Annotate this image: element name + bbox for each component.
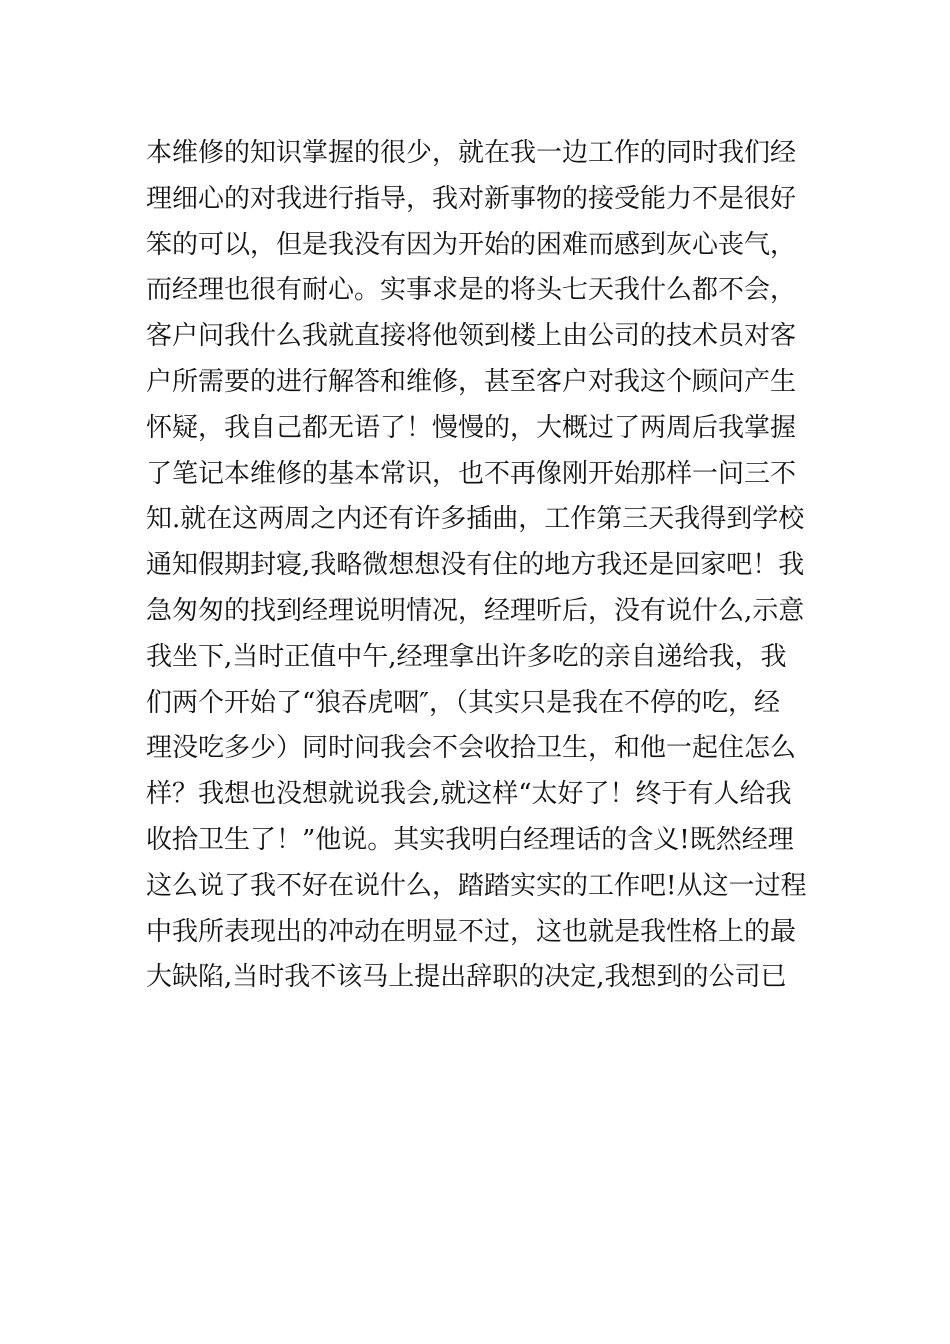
text-line: 理没吃多少）同时问我会不会收拾卫生，和他一起住怎么	[146, 733, 797, 764]
text-line: 收拾卫生了！”他说。其实我明白经理话的含义!既然经理	[146, 824, 794, 855]
text-line: 大缺陷,当时我不该马上提出辞职的决定,我想到的公司已	[146, 962, 787, 993]
text-line: 们两个开始了“狼吞虎咽″，（其实只是我在不停的吃，经	[146, 687, 781, 718]
text-line: 知.就在这两周之内还有许多插曲，工作第三天我得到学校	[146, 504, 805, 535]
text-line: 样？我想也没想就说我会,就这样“太好了！终于有人给我	[146, 779, 792, 810]
text-line: 急匆匆的找到经理说明情况，经理听后，没有说什么,示意	[146, 595, 805, 626]
text-line: 本维修的知识掌握的很少，就在我一边工作的同时我们经	[146, 138, 797, 168]
text-line: 了笔记本维修的基本常识，也不再像刚开始那样一问三不	[146, 458, 797, 489]
text-line: 笨的可以，但是我没有因为开始的困难而感到灰心丧气，	[146, 229, 797, 260]
text-line: 客户问我什么我就直接将他领到楼上由公司的技术员对客	[146, 321, 797, 352]
text-line: 怀疑，我自己都无语了！慢慢的，大概过了两周后我掌握	[146, 412, 797, 443]
text-line: 而经理也很有耐心。实事求是的将头七天我什么都不会，	[146, 275, 797, 306]
text-line: 通知假期封寝,我略微想想没有住的地方我还是回家吧！我	[146, 550, 805, 581]
text-line: 这么说了我不好在说什么，踏踏实实的工作吧!从这一过程	[146, 870, 807, 901]
body-text	[146, 131, 816, 1001]
text-line: 中我所表现出的冲动在明显不过，这也就是我性格上的最	[146, 916, 797, 947]
text-line: 我坐下,当时正值中午,经理拿出许多吃的亲自递给我，我	[146, 641, 787, 672]
text-line: 户所需要的进行解答和维修，甚至客户对我这个顾问产生	[146, 366, 797, 397]
text-line: 理细心的对我进行指导，我对新事物的接受能力不是很好	[146, 183, 797, 214]
